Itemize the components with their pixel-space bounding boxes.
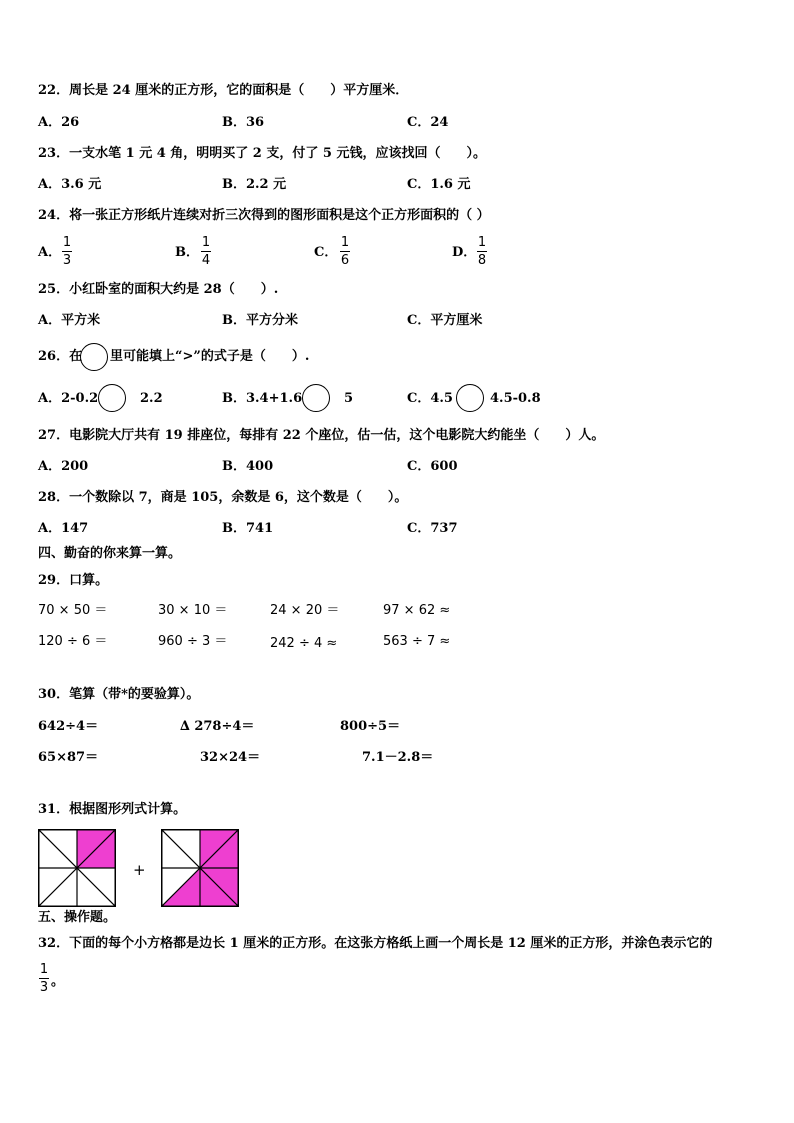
q32-tail: 。 <box>51 974 65 989</box>
oral-calc-item: 960 ÷ 3 ＝ <box>158 634 228 649</box>
q28-option-a: A．147 <box>38 521 89 536</box>
q28-option-c: C．737 <box>407 521 458 536</box>
denominator: 3 <box>39 980 49 995</box>
written-calc-item: 800÷5＝ <box>340 719 401 734</box>
q24-option-c-fraction <box>340 235 350 268</box>
fraction-bar <box>477 251 487 252</box>
numerator: 1 <box>477 235 487 250</box>
denominator: 3 <box>62 253 72 268</box>
q24-option-a-fraction <box>62 235 72 268</box>
q22-option-c: C．24 <box>407 115 449 130</box>
q27-option-b: B．400 <box>222 459 274 474</box>
written-calc-item: 642÷4＝ <box>38 719 99 734</box>
written-calc-item: 7.1－2.8＝ <box>362 750 434 765</box>
q32-stem: 32．下面的每个小方格都是边长 1 厘米的正方形。在这张方格纸上画一个周长是 12 厘米的正方形，并涂色表示它的 <box>38 936 713 951</box>
q24-option-b-letter: B． <box>175 245 199 260</box>
q24-option-c-letter: C． <box>314 245 338 260</box>
q30-stem: 30．笔算（带*的要验算）。 <box>38 687 200 702</box>
q22-option-b: B．36 <box>222 115 265 130</box>
q26-stem-before: 26．在 <box>38 349 83 364</box>
denominator: 6 <box>340 253 350 268</box>
q24-option-d-fraction <box>477 235 487 268</box>
blank-circle <box>302 384 330 412</box>
oral-calc-item: 30 × 10 ＝ <box>158 603 228 618</box>
q25-stem: 25．小红卧室的面积大约是 28（ ）. <box>38 282 279 297</box>
blank-circle <box>80 343 108 371</box>
fraction-bar <box>39 978 49 979</box>
oral-calc-item: 120 ÷ 6 ＝ <box>38 634 108 649</box>
q26-stem-after: 里可能填上“>”的式子是（ ）. <box>110 349 310 364</box>
fraction-figure-2 <box>161 829 239 907</box>
numerator: 1 <box>340 235 350 250</box>
q27-option-a: A．200 <box>38 459 89 474</box>
fraction-bar <box>340 251 350 252</box>
q24-option-b-fraction <box>201 235 211 268</box>
q25-option-b: B．平方分米 <box>222 313 298 328</box>
section-heading: 五、操作题。 <box>38 910 117 925</box>
blank-circle <box>98 384 126 412</box>
section-heading: 四、勤奋的你来算一算。 <box>38 546 182 561</box>
q26-option-c-right: 4.5-0.8 <box>490 391 541 406</box>
q26-option-a-right: 2.2 <box>140 391 163 406</box>
oral-calc-item: 563 ÷ 7 ≈ <box>383 634 451 649</box>
oral-calc-item: 70 × 50 ＝ <box>38 603 108 618</box>
q22-stem: 22．周长是 24 厘米的正方形，它的面积是（ ）平方厘米． <box>38 83 409 98</box>
numerator: 1 <box>62 235 72 250</box>
q24-stem: 24．将一张正方形纸片连续对折三次得到的图形面积是这个正方形面积的（ ） <box>38 208 490 223</box>
q27-stem: 27．电影院大厅共有 19 排座位，每排有 22 个座位，估一估，这个电影院大约能坐（ ）人。 <box>38 428 605 443</box>
q28-option-b: B．741 <box>222 521 274 536</box>
fraction-figure-1 <box>38 829 116 907</box>
fraction-bar <box>201 251 211 252</box>
oral-calc-item: 242 ÷ 4 ≈ <box>270 636 338 651</box>
written-calc-item: 65×87＝ <box>38 750 99 765</box>
oral-calc-item: 24 × 20 ＝ <box>270 603 340 618</box>
denominator: 8 <box>477 253 487 268</box>
blank-circle <box>456 384 484 412</box>
q24-option-a-letter: A． <box>38 245 62 260</box>
written-calc-item: ∆ 278÷4＝ <box>180 719 255 734</box>
q26-option-c-left: C．4.5 <box>407 391 453 406</box>
written-calc-item: 32×24＝ <box>200 750 261 765</box>
q23-option-c: C．1.6 元 <box>407 177 471 192</box>
q24-option-d-letter: D． <box>452 245 477 260</box>
q26-option-a-left: A．2-0.2 <box>38 391 99 406</box>
q27-option-c: C．600 <box>407 459 458 474</box>
q26-option-b-right: 5 <box>344 391 354 406</box>
q26-option-b-left: B．3.4+1.6 <box>222 391 303 406</box>
denominator: 4 <box>201 253 211 268</box>
q25-option-a: A．平方米 <box>38 313 101 328</box>
q28-stem: 28．一个数除以 7，商是 105，余数是 6，这个数是（ ）。 <box>38 490 408 505</box>
q23-stem: 23．一支水笔 1 元 4 角，明明买了 2 支，付了 5 元钱，应该找回（ ）。 <box>38 146 486 161</box>
q25-option-c: C．平方厘米 <box>407 313 483 328</box>
q23-option-b: B．2.2 元 <box>222 177 287 192</box>
plus-sign: + <box>133 861 146 879</box>
q31-stem: 31．根据图形列式计算。 <box>38 802 187 817</box>
q32-fraction <box>39 962 49 995</box>
fraction-bar <box>62 251 72 252</box>
q29-stem: 29．口算。 <box>38 573 109 588</box>
oral-calc-item: 97 × 62 ≈ <box>383 603 451 618</box>
numerator: 1 <box>39 962 49 977</box>
numerator: 1 <box>201 235 211 250</box>
q22-option-a: A．26 <box>38 115 80 130</box>
q23-option-a: A．3.6 元 <box>38 177 102 192</box>
